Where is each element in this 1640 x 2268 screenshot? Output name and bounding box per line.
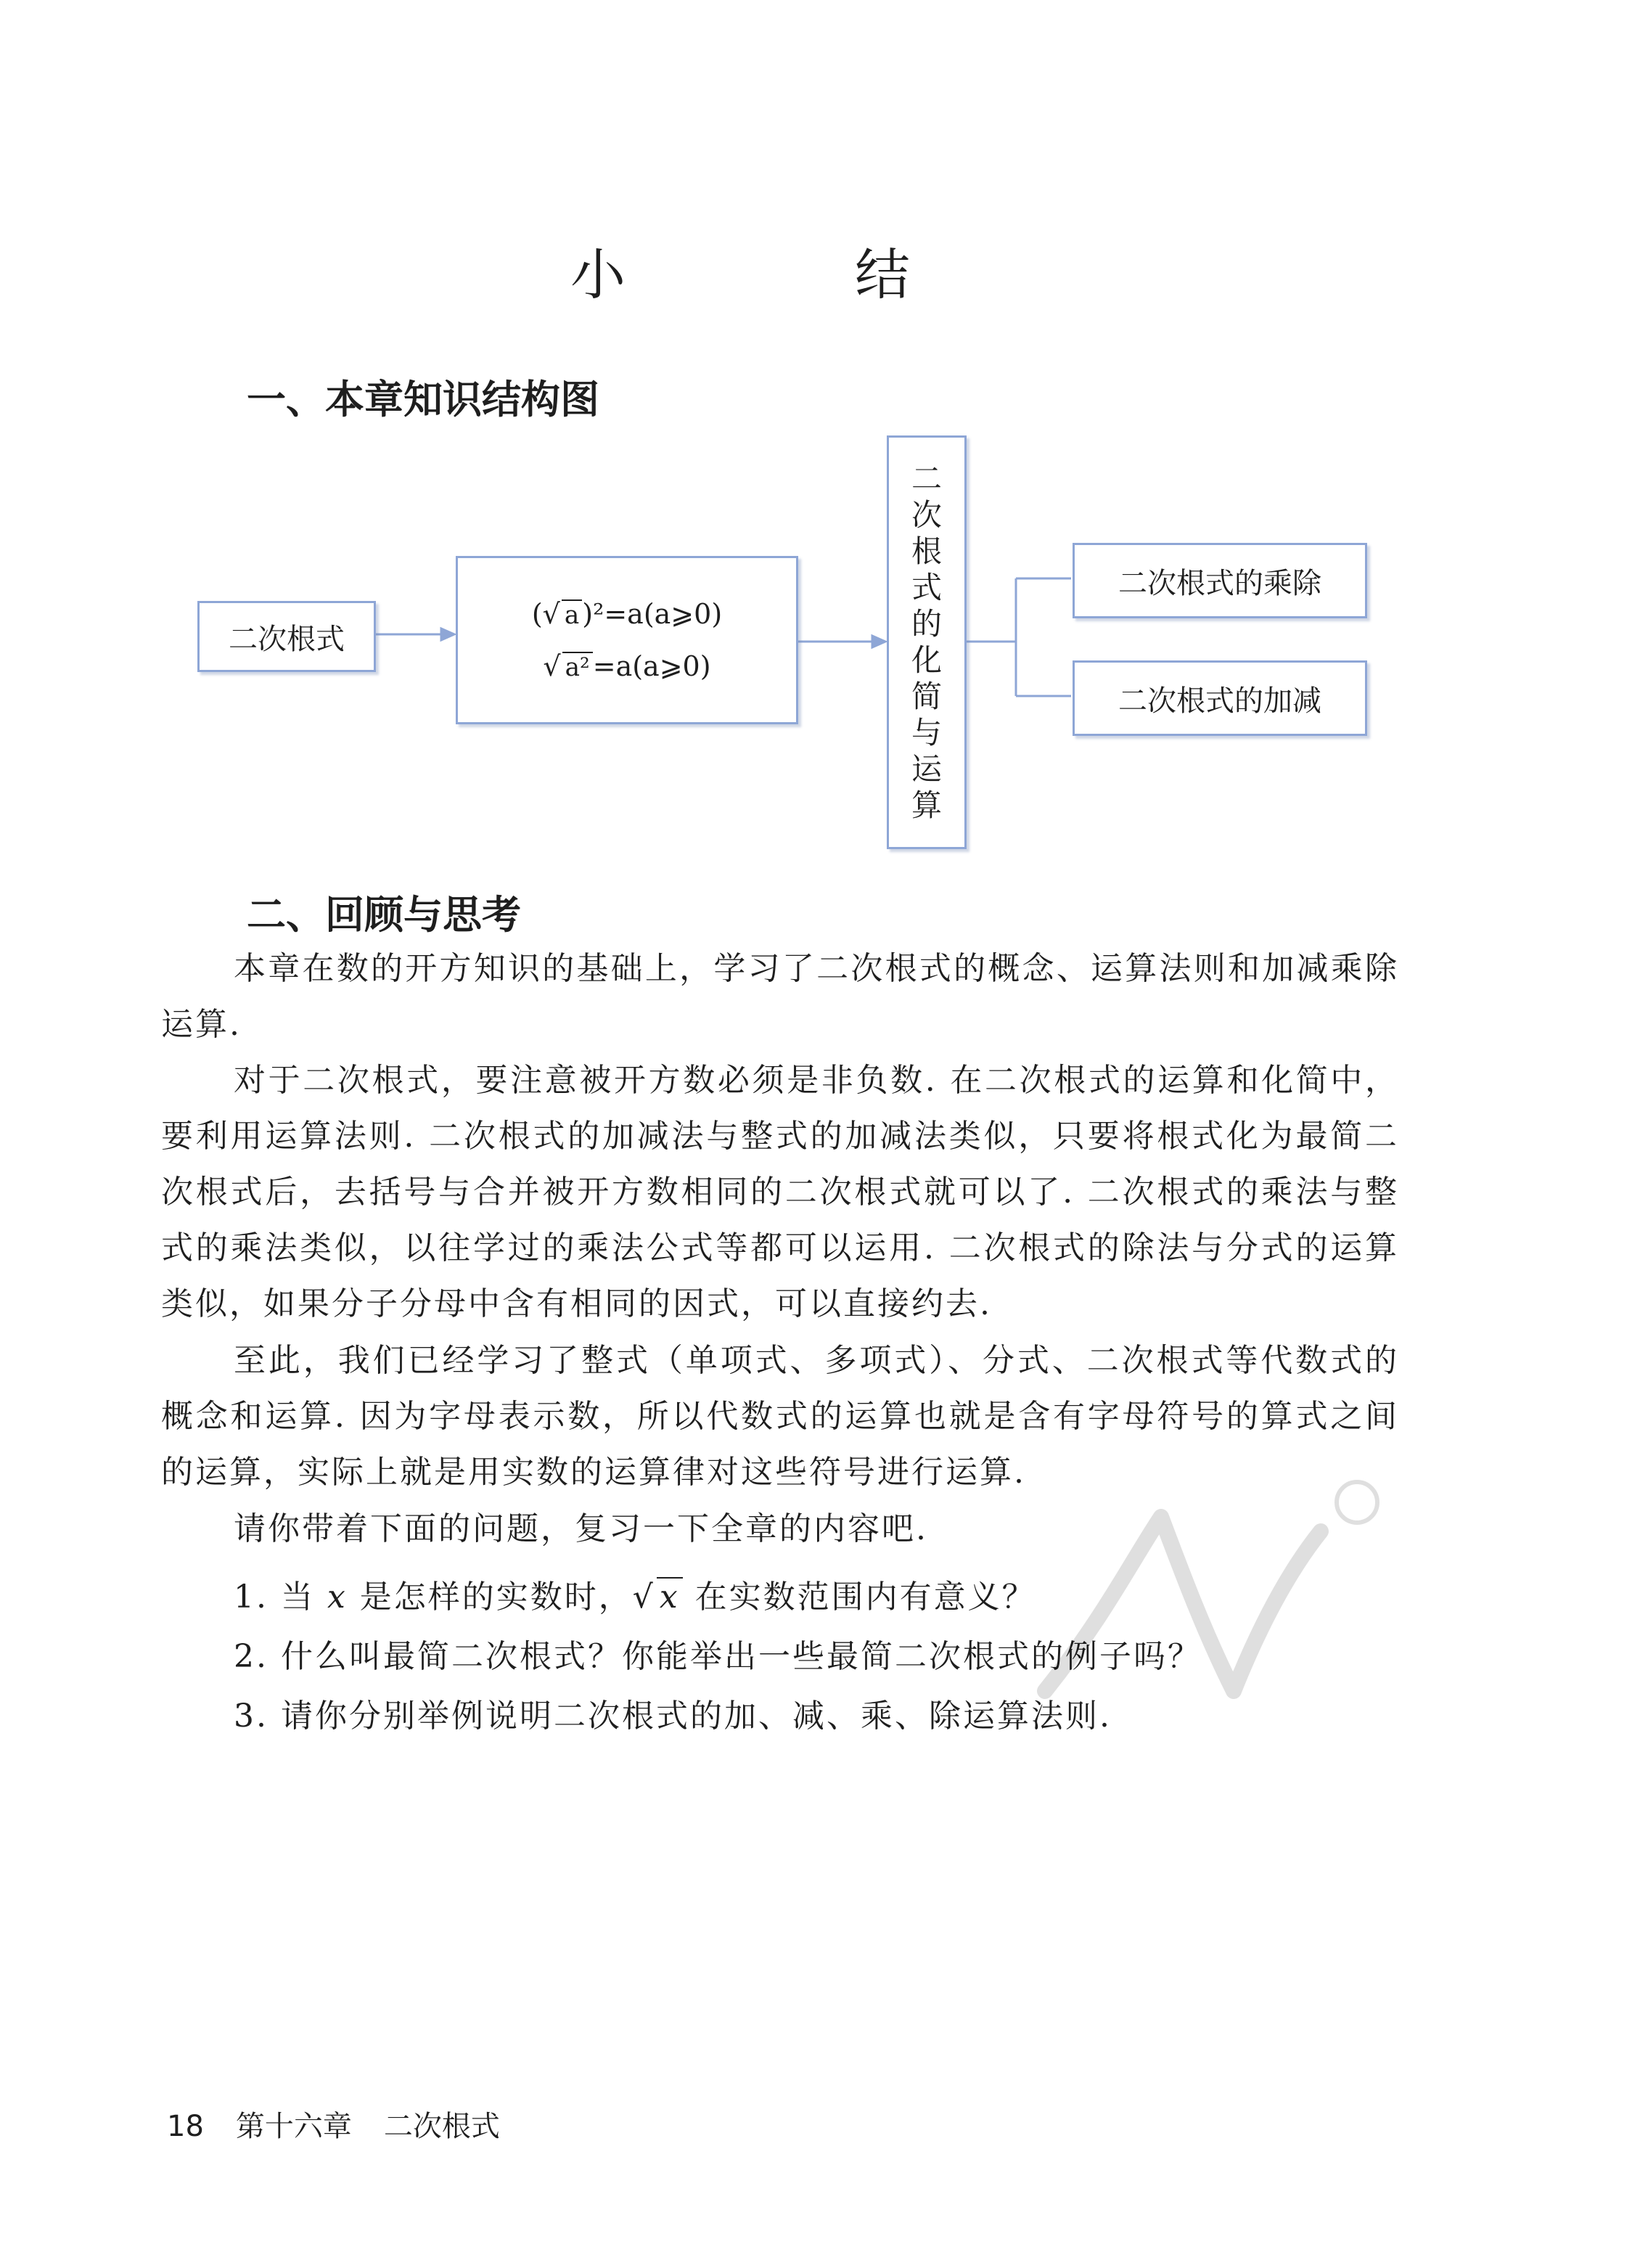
diagram-connectors bbox=[0, 0, 1640, 871]
section-heading-structure: 一、本章知识结构图 bbox=[247, 377, 599, 422]
radicand-1: a bbox=[562, 599, 582, 630]
diagram-branch-muldiv-label: 二次根式的乘除 bbox=[1118, 566, 1321, 600]
radicand-q1: x bbox=[657, 1577, 683, 1616]
diagram-branch-addsub-label: 二次根式的加减 bbox=[1118, 684, 1321, 718]
diagram-box-muldiv bbox=[1073, 543, 1367, 618]
paragraph-3: 至此，我们已经学习了整式（单项式、多项式）、分式、二次根式等代数式的概念和运算. 因为字母表示数，所以代数式的运算也就是含有字母符号的算式之间的运算，实际上就是用实数的运算律对这些符号进行运算. bbox=[161, 1342, 1399, 1491]
question-2: 2. 什么叫最简二次根式？你能举出一些最简二次根式的例子吗？ bbox=[234, 1638, 1202, 1675]
diagram-box-root bbox=[197, 601, 376, 672]
arrowhead-1 bbox=[441, 629, 454, 640]
sqrt-symbol: √ bbox=[542, 598, 560, 630]
paragraph-4: 请你带着下面的问题，复习一下全章的内容吧. bbox=[234, 1510, 928, 1547]
diagram-box-properties bbox=[456, 556, 798, 724]
page-footer bbox=[167, 2103, 500, 2145]
radicand-2: a² bbox=[562, 652, 593, 682]
section-heading-review: 二、回顾与思考 bbox=[247, 892, 521, 938]
property-formula-1: (√ a )²=a(a⩾0) bbox=[531, 598, 723, 630]
page-title: 小 结 bbox=[570, 242, 997, 307]
chapter-title: 二次根式 bbox=[383, 2110, 500, 2143]
arrowhead-2 bbox=[872, 636, 885, 647]
sqrt-symbol: √ bbox=[632, 1579, 655, 1616]
sqrt-symbol: √ bbox=[543, 650, 561, 682]
question-3: 3. 请你分别举例说明二次根式的加、减、乘、除运算法则. bbox=[234, 1698, 1112, 1735]
paragraph-1: 本章在数的开方知识的基础上，学习了二次根式的概念、运算法则和加减乘除运算. bbox=[161, 950, 1399, 1043]
question-1: 1. 当 x 是怎样的实数时，√ x 在实数范围内有意义？ bbox=[234, 1579, 1036, 1616]
paragraph-2: 对于二次根式，要注意被开方数必须是非负数. 在二次根式的运算和化简中，要利用运算法则. 二次根式的加减法与整式的加减法类似，只要将根式化为最简二次根式后，去括号与合并被开方数相同的二次根式就可以了. 二次根式的乘法与整式的乘法类似，以往学过的乘法公式等都可以运用. 二次根式的除法与分式的运算类似，如果分子分母中含有相同的因式，可以直接约去. bbox=[161, 1062, 1399, 1322]
page-number: 18 bbox=[167, 2110, 204, 2143]
diagram-box-simplify: 二 次 根 式 的 化 简 与 运 算 bbox=[887, 435, 967, 849]
property-formula-2: √ a² =a(a⩾0) bbox=[543, 650, 711, 682]
publisher-watermark-icon bbox=[1016, 1473, 1393, 1735]
diagram-box-addsub bbox=[1073, 660, 1367, 736]
diagram-root-label: 二次根式 bbox=[229, 622, 345, 656]
chapter-number: 第十六章 bbox=[235, 2110, 352, 2143]
